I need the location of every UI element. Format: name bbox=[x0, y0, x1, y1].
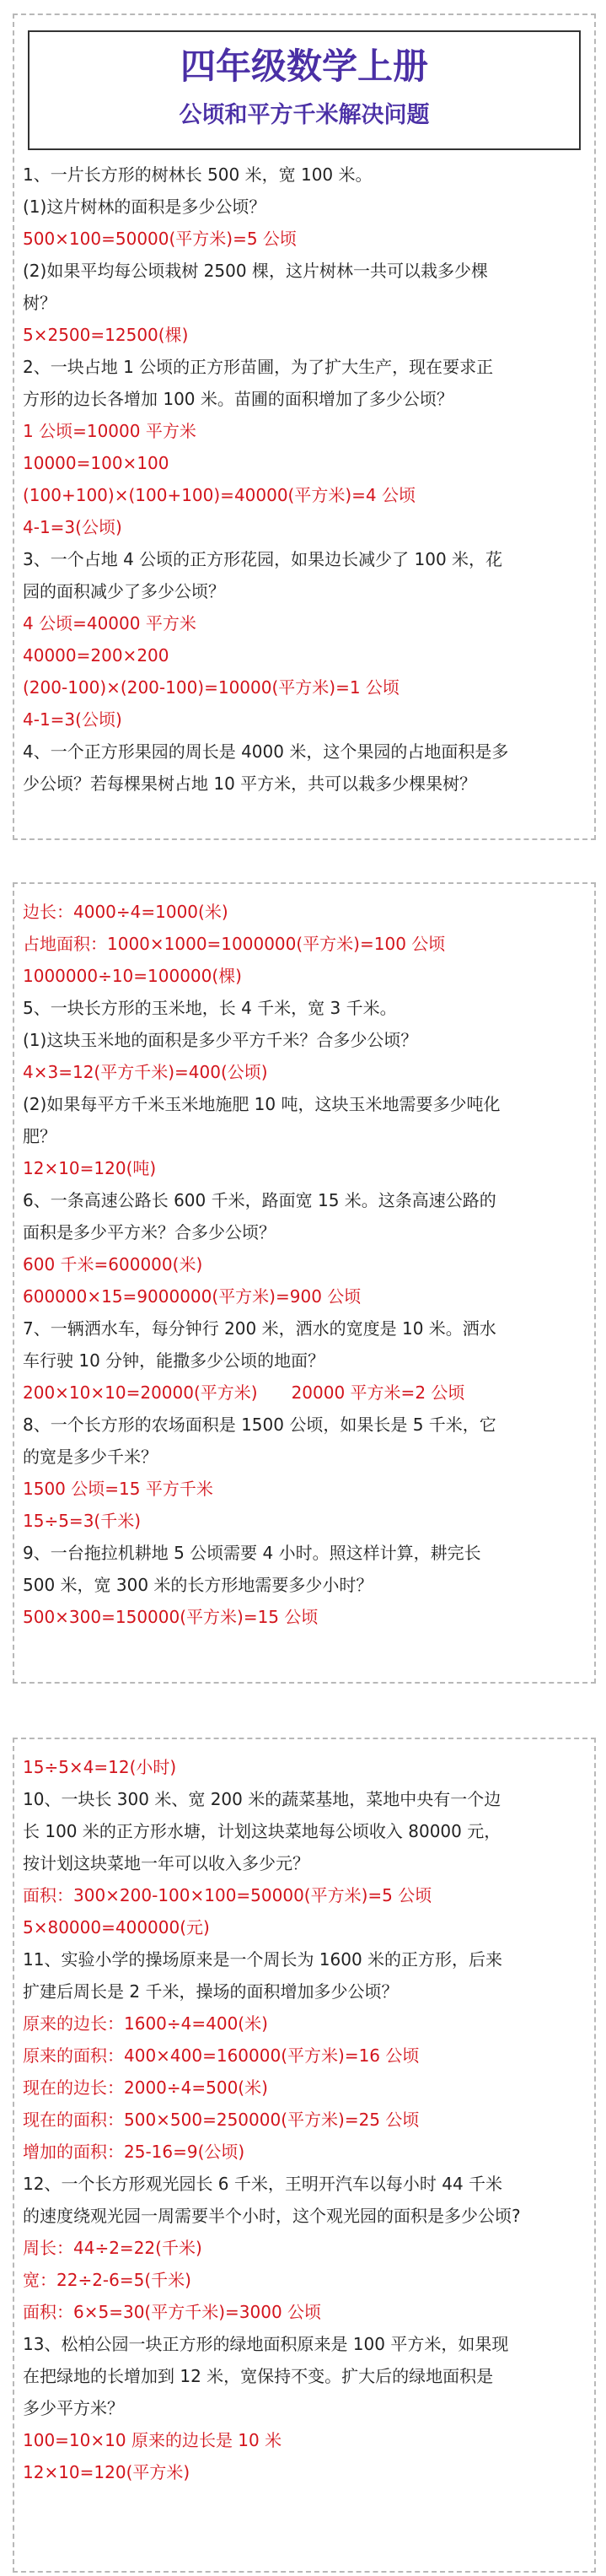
question-line bbox=[23, 1977, 586, 2006]
line-text: 100=10×10 原来的边长是 10 米 bbox=[23, 2430, 282, 2450]
question-line bbox=[23, 2394, 586, 2422]
worksheet-panel-3 bbox=[13, 1738, 596, 2573]
panel-lines bbox=[21, 160, 587, 798]
answer-line bbox=[23, 2073, 586, 2102]
answer-line bbox=[23, 1474, 586, 1503]
line-text: (2)如果平均每公顷栽树 2500 棵，这片树林一共可以栽多少棵 bbox=[23, 261, 488, 281]
answer-line bbox=[23, 2234, 586, 2262]
question-line bbox=[23, 288, 586, 317]
line-text: 500×100=50000(平方米)=5 公顷 bbox=[23, 229, 297, 249]
line-text: 12×10=120(吨) bbox=[23, 1158, 157, 1178]
question-line bbox=[23, 1090, 586, 1118]
line-text: 长 100 米的正方形水塘，计划这块菜地每公顷收入 80000 元， bbox=[23, 1821, 501, 1841]
line-text: 200×10×10=20000(平方米) bbox=[23, 1382, 258, 1403]
line-text: 现在的面积：500×500=250000(平方米)=25 公顷 bbox=[23, 2110, 420, 2130]
answer-line bbox=[23, 1058, 586, 1086]
line-text: 现在的边长：2000÷4=500(米) bbox=[23, 2078, 268, 2098]
answer-line bbox=[23, 1250, 586, 1279]
answer-line bbox=[23, 1154, 586, 1183]
answer-line bbox=[23, 705, 586, 734]
line-text: (100+100)×(100+100)=40000(平方米)=4 公顷 bbox=[23, 485, 416, 505]
line-text: 树？ bbox=[23, 293, 56, 313]
answer-line bbox=[23, 2426, 586, 2455]
line-text: 4、一个正方形果园的周长是 4000 米，这个果园的占地面积是多 bbox=[23, 741, 509, 762]
line-text: 1000000÷10=100000(棵) bbox=[23, 966, 242, 986]
line-text: 车行驶 10 分钟，能撒多少公顷的地面？ bbox=[23, 1350, 325, 1371]
question-line bbox=[23, 2330, 586, 2358]
question-line bbox=[23, 1186, 586, 1215]
line-text: 多少平方米？ bbox=[23, 2398, 124, 2418]
line-text-2: 20000 平方米=2 公顷 bbox=[291, 1382, 465, 1403]
question-line bbox=[23, 256, 586, 285]
line-text: 增加的面积：25-16=9(公顷) bbox=[23, 2142, 245, 2162]
line-text: 1 公顷=10000 平方米 bbox=[23, 421, 196, 441]
answer-line bbox=[23, 1603, 586, 1631]
answer-line bbox=[23, 897, 586, 926]
answer-line bbox=[23, 962, 586, 990]
answer-line bbox=[23, 449, 586, 477]
answer-line bbox=[23, 673, 586, 702]
line-text: 4 公顷=40000 平方米 bbox=[23, 613, 196, 633]
answer-line bbox=[23, 2266, 586, 2294]
answer-line bbox=[23, 417, 586, 445]
question-line bbox=[23, 1218, 586, 1247]
line-text: 8、一个长方形的农场面积是 1500 公顷，如果长是 5 千米，它 bbox=[23, 1415, 496, 1435]
panel-lines bbox=[21, 897, 587, 1631]
panel-lines bbox=[21, 1753, 587, 2487]
answer-line bbox=[23, 1881, 586, 1910]
question-line bbox=[23, 1849, 586, 1878]
answer-line bbox=[23, 1913, 586, 1942]
answer-line bbox=[23, 2458, 586, 2487]
answer-line bbox=[23, 2041, 586, 2070]
line-text: 宽：22÷2-6=5(千米) bbox=[23, 2270, 191, 2290]
answer-line bbox=[23, 1753, 586, 1781]
answer-line bbox=[23, 1378, 586, 1407]
answer-line bbox=[23, 1282, 586, 1311]
line-text: 5×2500=12500(棵) bbox=[23, 325, 189, 345]
title-box bbox=[28, 30, 581, 150]
line-text: 4×3=12(平方千米)=400(公顷) bbox=[23, 1062, 268, 1082]
line-text: 500×300=150000(平方米)=15 公顷 bbox=[23, 1607, 319, 1627]
question-line bbox=[23, 1122, 586, 1151]
answer-line bbox=[23, 1506, 586, 1535]
line-text: 12×10=120(平方米) bbox=[23, 2462, 190, 2482]
line-text: 肥？ bbox=[23, 1126, 56, 1146]
question-line bbox=[23, 577, 586, 606]
answer-line bbox=[23, 2009, 586, 2038]
line-text: 按计划这块菜地一年可以收入多少元？ bbox=[23, 1853, 309, 1873]
line-text: 原来的面积：400×400=160000(平方米)=16 公顷 bbox=[23, 2045, 420, 2066]
question-line bbox=[23, 1945, 586, 1974]
line-text: 13、松柏公园一块正方形的绿地面积原来是 100 平方米，如果现 bbox=[23, 2334, 509, 2354]
line-text: 占地面积：1000×1000=1000000(平方米)=100 公顷 bbox=[23, 934, 446, 954]
line-text: 10000=100×100 bbox=[23, 453, 169, 473]
question-line bbox=[23, 994, 586, 1022]
line-text: 5、一块长方形的玉米地，长 4 千米，宽 3 千米。 bbox=[23, 998, 397, 1018]
line-text: 的宽是多少千米？ bbox=[23, 1447, 158, 1467]
line-text: (1)这块玉米地的面积是多少平方千米？合多少公顷？ bbox=[23, 1030, 418, 1050]
question-line bbox=[23, 737, 586, 766]
question-line bbox=[23, 2201, 586, 2230]
worksheet-panel-1 bbox=[13, 13, 596, 840]
question-line bbox=[23, 1410, 586, 1439]
line-text: 2、一块占地 1 公顷的正方形苗圃，为了扩大生产，现在要求正 bbox=[23, 357, 494, 377]
line-text: (2)如果每平方千米玉米地施肥 10 吨，这块玉米地需要多少吨化 bbox=[23, 1094, 501, 1114]
line-text: 面积：6×5=30(平方千米)=3000 公顷 bbox=[23, 2302, 322, 2322]
question-line bbox=[23, 1026, 586, 1054]
line-text: 600 千米=600000(米) bbox=[23, 1254, 203, 1275]
question-line bbox=[23, 1442, 586, 1471]
line-text: 12、一个长方形观光园长 6 千米，王明开汽车以每小时 44 千米 bbox=[23, 2174, 503, 2194]
question-line bbox=[23, 545, 586, 574]
line-text: 3、一个占地 4 公顷的正方形花园，如果边长减少了 100 米，花 bbox=[23, 549, 503, 569]
answer-line bbox=[23, 2105, 586, 2134]
line-text: (200-100)×(200-100)=10000(平方米)=1 公顷 bbox=[23, 677, 400, 698]
question-line bbox=[23, 1346, 586, 1375]
line-text: 原来的边长：1600÷4=400(米) bbox=[23, 2013, 268, 2034]
line-text: 周长：44÷2=22(千米) bbox=[23, 2238, 202, 2258]
answer-line bbox=[23, 930, 586, 958]
line-text: 1500 公顷=15 平方千米 bbox=[23, 1479, 213, 1499]
answer-line bbox=[23, 224, 586, 253]
line-text: 40000=200×200 bbox=[23, 645, 169, 666]
question-line bbox=[23, 769, 586, 798]
line-text: 的速度绕观光园一周需要半个小时，这个观光园的面积是多少公顷? bbox=[23, 2206, 521, 2226]
question-line bbox=[23, 1571, 586, 1599]
line-text: 扩建后周长是 2 千米，操场的面积增加多少公顷？ bbox=[23, 1981, 399, 2002]
question-line bbox=[23, 1314, 586, 1343]
line-text: 面积是多少平方米？合多少公顷？ bbox=[23, 1222, 276, 1242]
worksheet-panel-2 bbox=[13, 882, 596, 1684]
question-line bbox=[23, 2169, 586, 2198]
answer-line bbox=[23, 609, 586, 638]
line-text: 9、一台拖拉机耕地 5 公顷需要 4 小时。照这样计算，耕完长 bbox=[23, 1543, 481, 1563]
answer-line bbox=[23, 513, 586, 542]
line-text: (1)这片树林的面积是多少公顷？ bbox=[23, 197, 266, 217]
question-line bbox=[23, 160, 586, 189]
answer-line bbox=[23, 2298, 586, 2326]
line-text: 4-1=3(公顷) bbox=[23, 709, 122, 730]
line-text: 4-1=3(公顷) bbox=[23, 517, 122, 537]
answer-line bbox=[23, 481, 586, 509]
line-text: 15÷5×4=12(小时) bbox=[23, 1757, 177, 1777]
line-text: 15÷5=3(千米) bbox=[23, 1511, 142, 1531]
question-line bbox=[23, 385, 586, 413]
line-text: 园的面积减少了多少公顷？ bbox=[23, 581, 225, 601]
line-text: 在把绿地的长增加到 12 米，宽保持不变。扩大后的绿地面积是 bbox=[23, 2366, 494, 2386]
answer-line bbox=[23, 2137, 586, 2166]
page-subtitle: 公顷和平方千米解决问题 bbox=[179, 102, 430, 128]
line-text: 7、一辆洒水车，每分钟行 200 米，洒水的宽度是 10 米。洒水 bbox=[23, 1318, 496, 1339]
question-line bbox=[23, 1785, 586, 1813]
line-text: 6、一条高速公路长 600 千米，路面宽 15 米。这条高速公路的 bbox=[23, 1190, 496, 1210]
line-text: 10、一块长 300 米、宽 200 米的蔬菜基地，菜地中央有一个边 bbox=[23, 1789, 501, 1809]
question-line bbox=[23, 1817, 586, 1846]
line-text: 边长：4000÷4=1000(米) bbox=[23, 902, 228, 922]
answer-line bbox=[23, 641, 586, 670]
line-text: 方形的边长各增加 100 米。苗圃的面积增加了多少公顷？ bbox=[23, 389, 453, 409]
line-text: 11、实验小学的操场原来是一个周长为 1600 米的正方形，后来 bbox=[23, 1949, 503, 1970]
line-text: 1、一片长方形的树林长 500 米，宽 100 米。 bbox=[23, 164, 373, 185]
line-text: 5×80000=400000(元) bbox=[23, 1917, 210, 1937]
answer-line bbox=[23, 321, 586, 349]
line-text: 500 米，宽 300 米的长方形地需要多少小时？ bbox=[23, 1575, 373, 1595]
question-line bbox=[23, 2362, 586, 2390]
question-line bbox=[23, 1539, 586, 1567]
question-line bbox=[23, 192, 586, 221]
line-text: 600000×15=9000000(平方米)=900 公顷 bbox=[23, 1286, 362, 1307]
line-text: 少公顷？若每棵果树占地 10 平方米，共可以栽多少棵果树？ bbox=[23, 773, 477, 794]
question-line bbox=[23, 353, 586, 381]
line-text: 面积：300×200-100×100=50000(平方米)=5 公顷 bbox=[23, 1885, 432, 1905]
page-title: 四年级数学上册 bbox=[180, 46, 428, 87]
